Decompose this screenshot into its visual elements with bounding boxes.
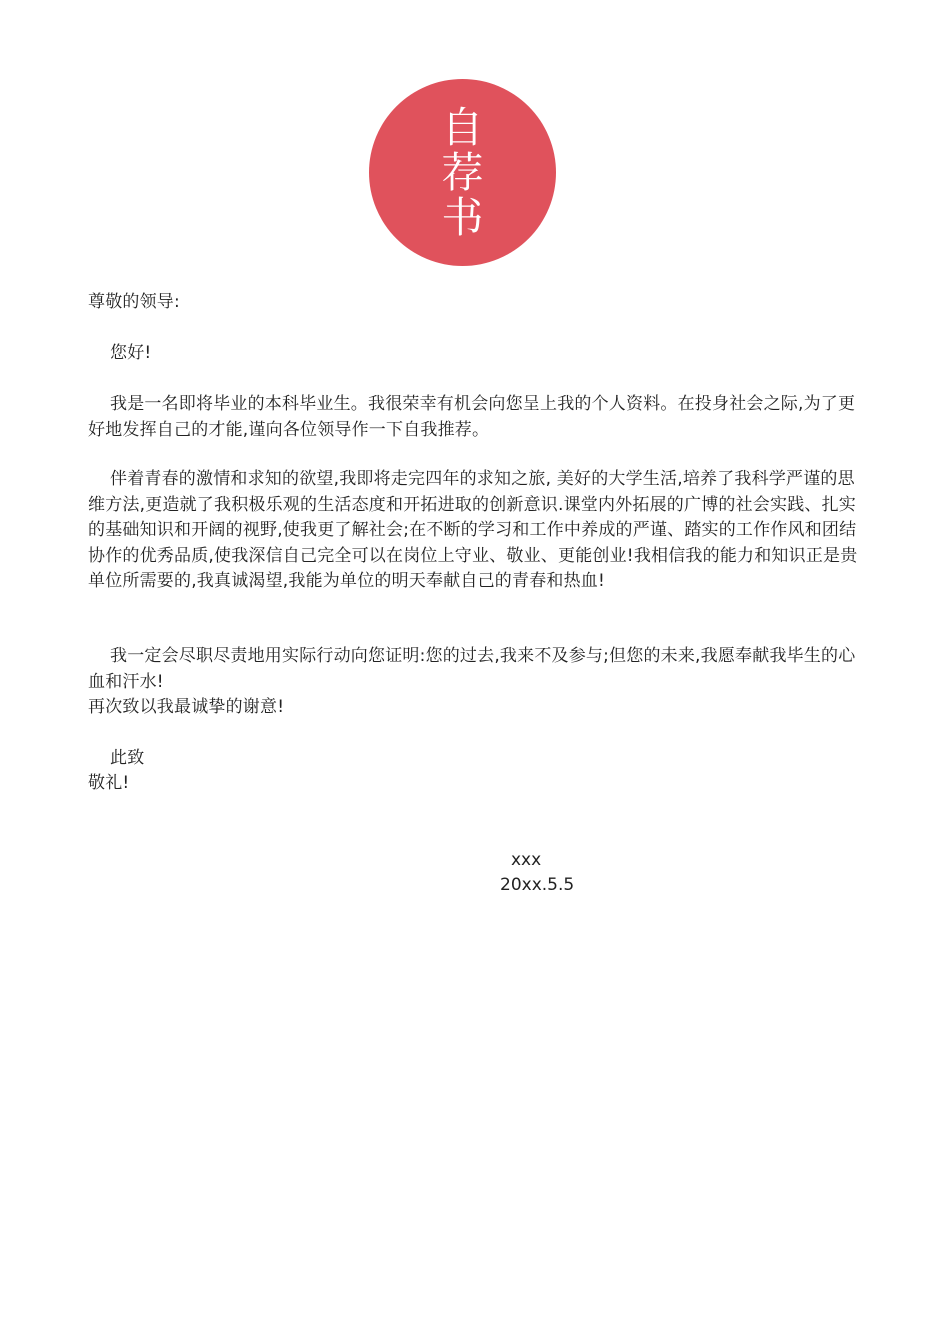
signature-name: xxx	[511, 850, 542, 870]
title-char: 荐	[441, 148, 484, 197]
signature-date: 20xx.5.5	[500, 875, 575, 895]
paragraph-commitment: 我一定会尽职尽责地用实际行动向您证明:您的过去,我来不及参与;但您的未来,我愿奉献我毕生的心血和汗水!	[88, 646, 856, 692]
paragraph-experience: 伴着青春的激情和求知的欲望,我即将走完四年的求知之旅, 美好的大学生活,培养了我科学严谨的思维方法,更造就了我积极乐观的生活态度和开拓进取的创新意识.课堂内外拓展的广博的社会实践、扎实的基础知识和开阔的视野,使我更了解社会;在不断的学习和工作中养成的严谨、踏实的工作作风和团结协作的优秀品质,使我深信自己完全可以在岗位上守业、敬业、更能创业!我相信我的能力和知识正是贵单位所需要的,我真诚渴望,我能为单位的明天奉献自己的青春和热血!	[88, 469, 858, 591]
title-badge	[369, 79, 556, 266]
title-char: 自	[441, 103, 484, 152]
greeting: 您好!	[110, 343, 152, 363]
salutation: 尊敬的领导:	[88, 292, 180, 312]
closing-line-2: 敬礼!	[88, 773, 130, 793]
paragraph-intro: 我是一名即将毕业的本科毕业生。我很荣幸有机会向您呈上我的个人资料。在投身社会之际,为了更好地发挥自己的才能,谨向各位领导作一下自我推荐。	[88, 394, 856, 440]
thanks-line: 再次致以我最诚挚的谢意!	[88, 697, 285, 717]
title-char: 书	[441, 193, 484, 242]
closing-line-1: 此致	[110, 748, 145, 768]
